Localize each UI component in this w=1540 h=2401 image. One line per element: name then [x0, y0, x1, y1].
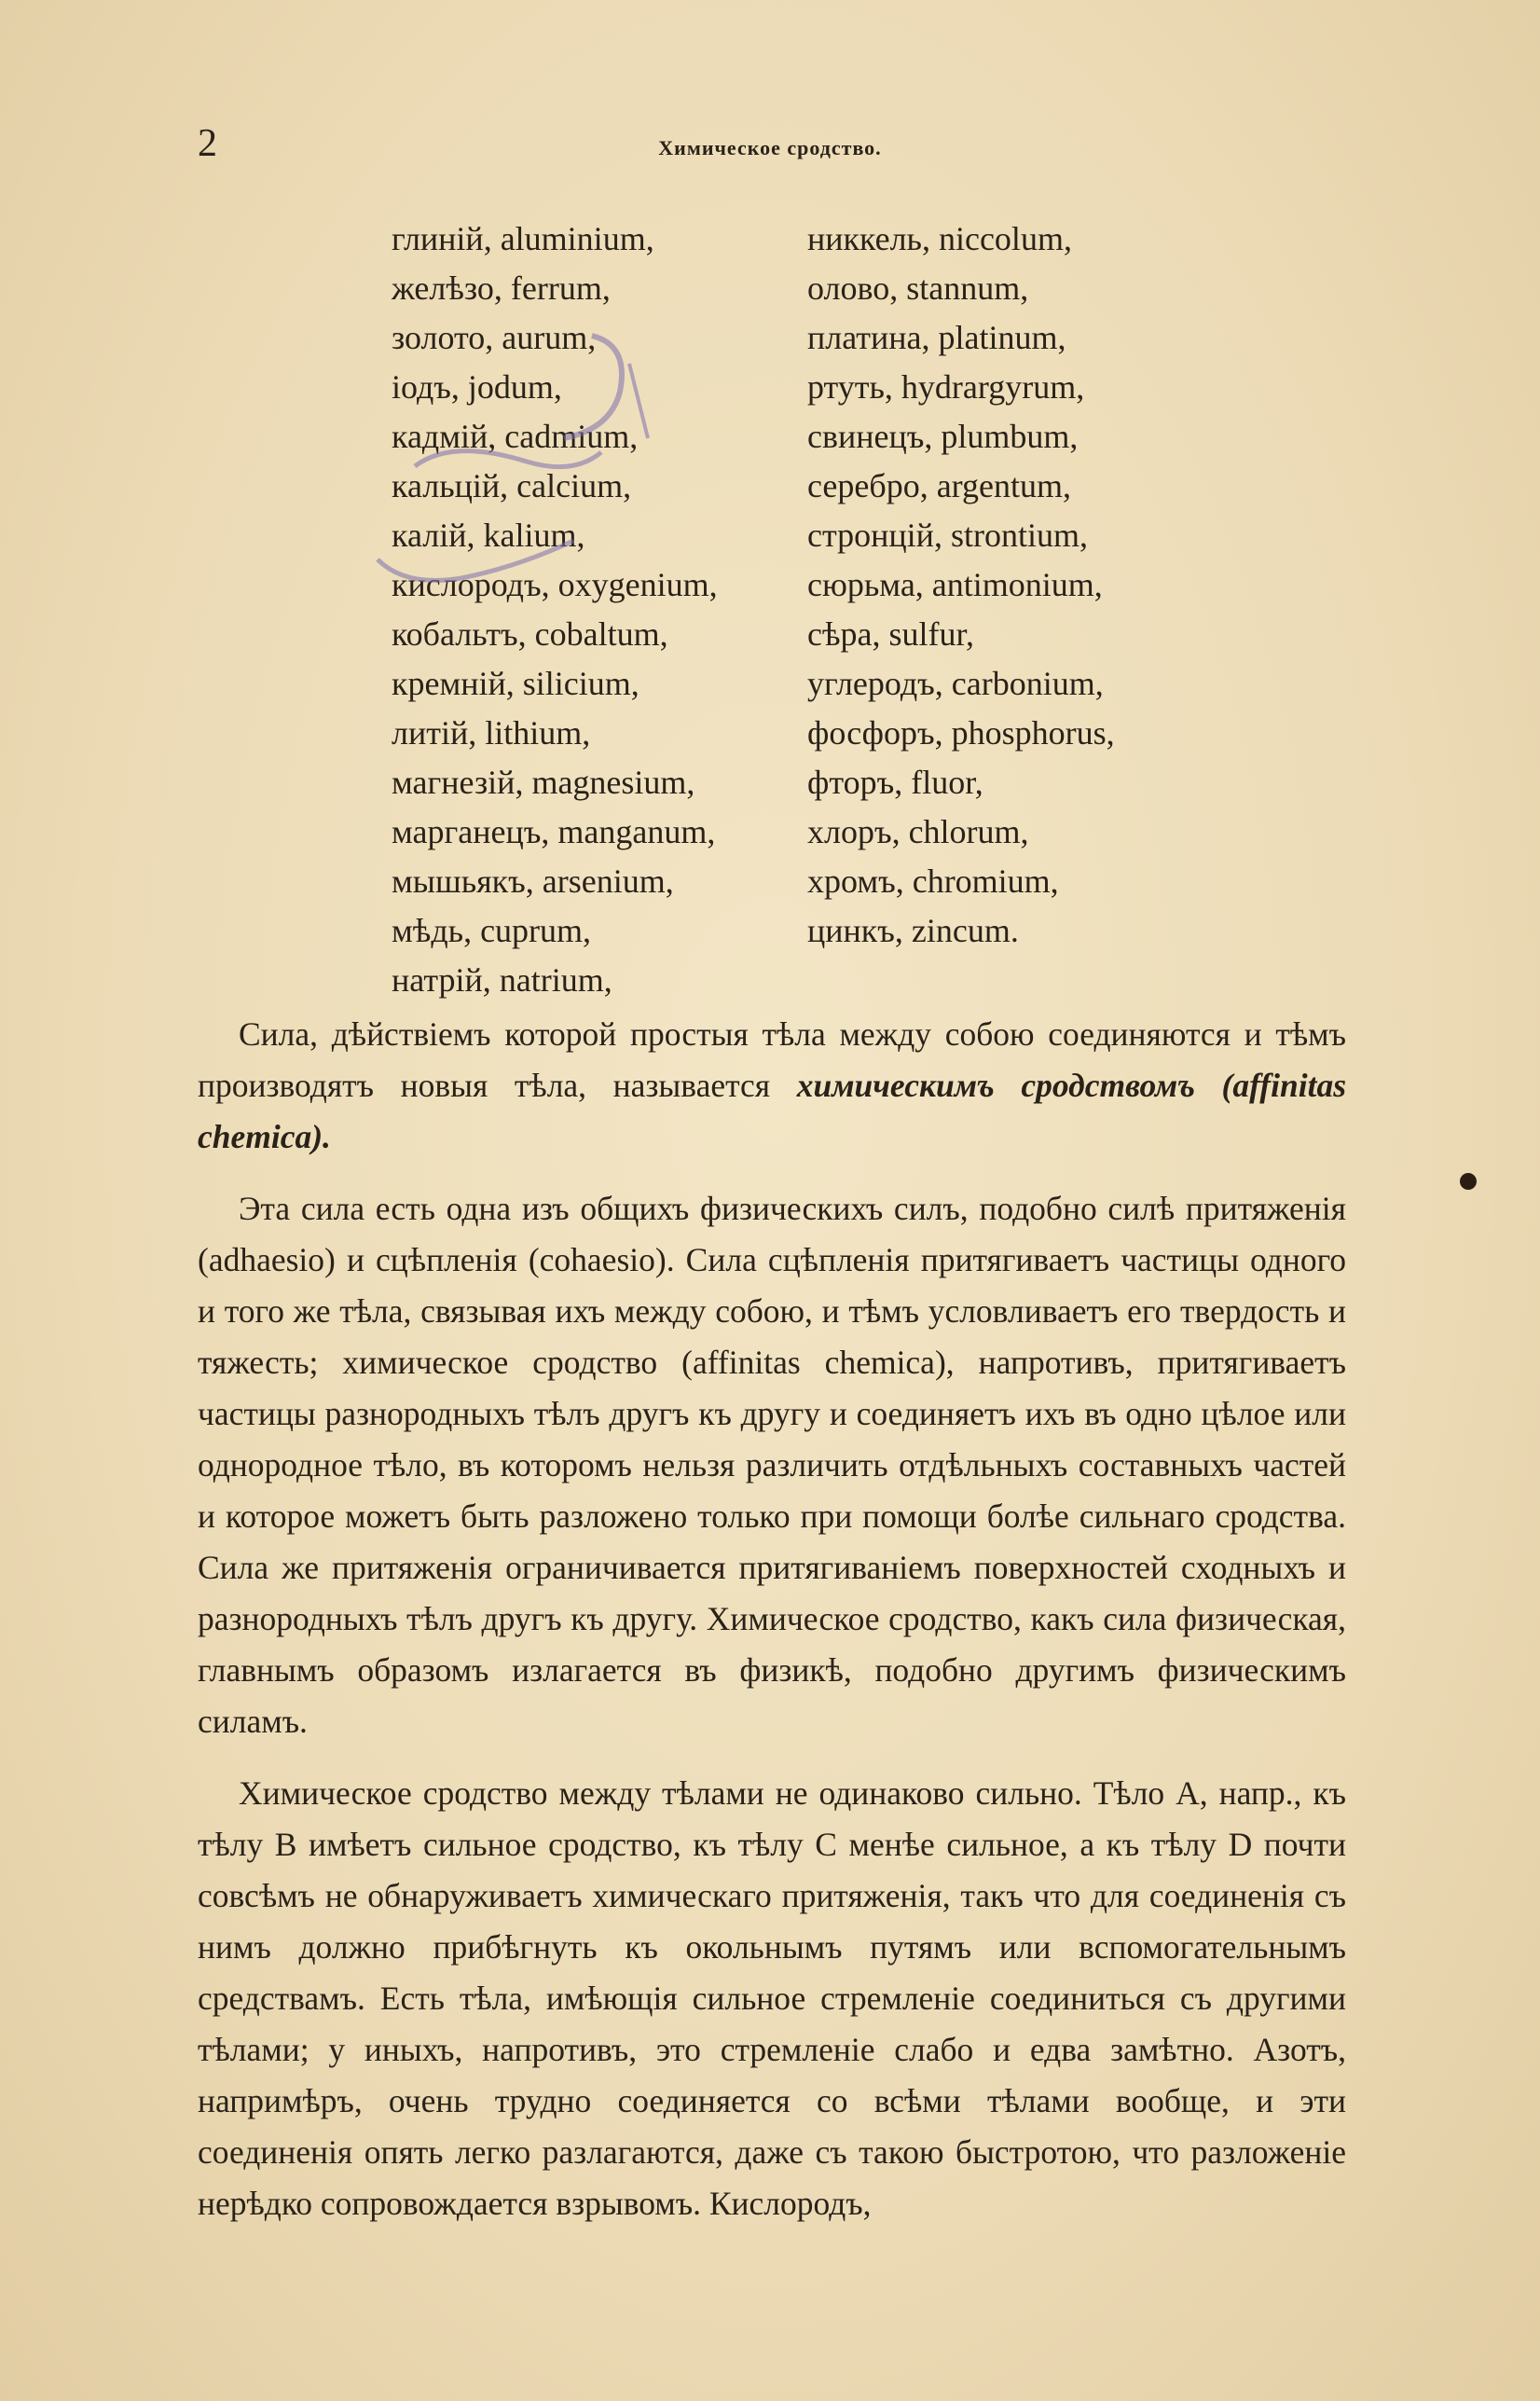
element-entry: сѣра, sulfur, [807, 615, 975, 653]
element-entry: серебро, argentum, [807, 467, 1071, 504]
element-entry: золото, aurum, [392, 319, 597, 356]
element-entry: марганецъ, manganum, [392, 813, 716, 850]
element-entry: никкель, niccolum, [807, 220, 1072, 257]
element-entry: фторъ, fluor, [807, 764, 983, 801]
element-entry: мѣдь, cuprum, [392, 912, 592, 949]
latin-term: (affinitas chemica). [198, 1067, 1347, 1155]
element-entry: магнезій, magnesium, [392, 764, 695, 801]
element-entry: литій, lithium, [392, 714, 591, 752]
element-entry: кальцій, calcium, [392, 467, 632, 504]
page-number: 2 [198, 122, 217, 165]
element-entry: хромъ, chromium, [807, 862, 1059, 900]
element-entry: углеродъ, carbonium, [807, 665, 1104, 702]
element-entry: глиній, aluminium, [392, 220, 654, 257]
element-entry: фосфоръ, phosphorus, [807, 714, 1115, 752]
element-entry: олово, stannum, [807, 269, 1029, 307]
element-entry: мышьякъ, arsenium, [392, 862, 674, 900]
element-entry: калій, kalium, [392, 517, 585, 554]
paragraph-definition [198, 1009, 1346, 1163]
element-entry: свинецъ, plumbum, [807, 418, 1079, 455]
paragraph-text: Сила, дѣйствіемъ которой простыя тѣла между собою соединяются и тѣмъ производятъ новыя тѣла, называется [198, 1015, 1346, 1104]
element-entry: іодъ, jodum, [392, 368, 562, 406]
paragraph-affinity-strength: Химическое сродство между тѣлами не одинаково сильно. Тѣло A, напр., къ тѣлу B имѣетъ сильное сродство, къ тѣлу C менѣе сильное, а къ тѣлу D почти совсѣмъ не обнаруживаетъ химическаго притяженія, такъ что для соединенія съ нимъ должно прибѣгнуть къ окольнымъ путямъ или вспомогательнымъ средствамъ. Есть тѣла, имѣющія сильное стремленіе соединиться съ другими тѣлами; у иныхъ, напротивъ, это стремленіе слабо и едва замѣтно. Азотъ, напримѣръ, очень трудно соединяется со всѣми тѣлами вообще, и эти соединенія опять легко разлагаются, даже съ такою быстротою, что разложеніе нерѣдко сопровождается взрывомъ. Кислородъ, [198, 1774, 1346, 2222]
element-entry: кадмій, cadmium, [392, 418, 639, 455]
element-entry: кислородъ, oxygenium, [392, 566, 718, 603]
paragraph-affinity-force: Эта сила есть одна изъ общихъ физическихъ силъ, подобно силѣ притяженія (adhaesio) и сцѣпленія (cohaesio). Сила сцѣпленія притягиваетъ частицы одного и того же тѣла, связывая ихъ между собою, и тѣмъ условливаетъ его твердость и тяжесть; химическое сродство (affinitas chemica), напротивъ, притягиваетъ частицы разнородныхъ тѣлъ другъ къ другу и соединяетъ ихъ въ одно цѣлое или однородное тѣло, въ которомъ нельзя различить отдѣльныхъ составныхъ частей и которое можетъ быть разложено только при помощи болѣе сильнаго сродства. Сила же притяженія ограничивается притягиваніемъ поверхностей сходныхъ и разнородныхъ тѣлъ другъ къ другу. Химическое сродство, какъ сила физическая, главнымъ образомъ излагается въ физикѣ, подобно другимъ физическимъ силамъ. [198, 1190, 1346, 1740]
body-text [198, 1009, 1346, 2250]
element-entry: цинкъ, zincum. [807, 912, 1019, 949]
emphasized-term: химическимъ сродствомъ [796, 1067, 1195, 1104]
element-entry: кобальтъ, cobaltum, [392, 615, 668, 653]
element-entry: платина, platinum, [807, 319, 1066, 356]
element-entry: ртуть, hydrargyrum, [807, 368, 1085, 406]
element-entry: стронцій, strontium, [807, 517, 1088, 554]
ink-spot [1460, 1173, 1477, 1190]
library-stamp [359, 308, 694, 615]
element-entry: сюрьма, antimonium, [807, 566, 1103, 603]
element-list-right [807, 214, 1199, 956]
element-entry: желѣзо, ferrum, [392, 269, 611, 307]
element-entry: кремній, silicium, [392, 665, 639, 702]
element-entry: хлоръ, chlorum, [807, 813, 1029, 850]
element-entry: натрій, natrium, [392, 961, 612, 999]
running-head: Химическое сродство. [658, 136, 882, 159]
